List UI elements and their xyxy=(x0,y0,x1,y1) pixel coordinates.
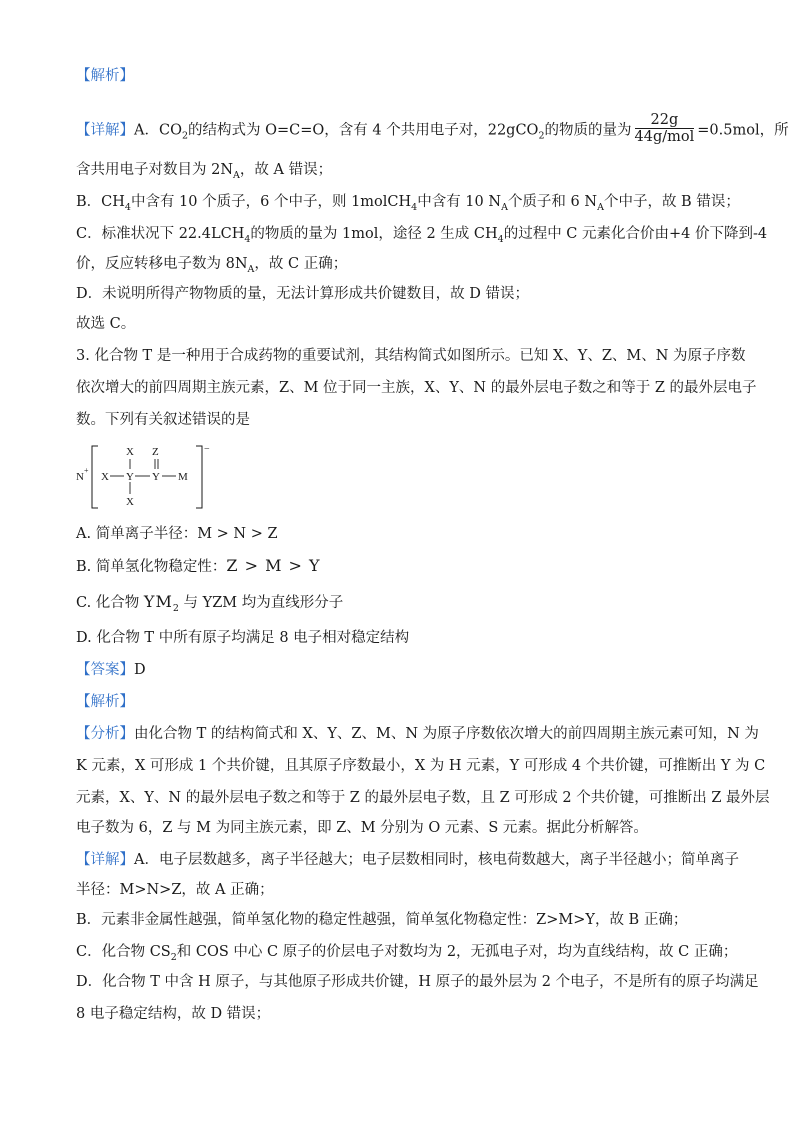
q2-option-b xyxy=(76,192,740,213)
q3-detail-a-line1 xyxy=(76,850,739,870)
text: 中含有 10 N xyxy=(417,194,502,210)
q3-option-b xyxy=(76,556,734,577)
atom-x-left: X xyxy=(101,471,109,483)
atom-x-bottom: X xyxy=(126,496,134,508)
q3-detail-c xyxy=(76,942,738,963)
text: 个质子和 6 N xyxy=(507,194,598,210)
text: 的物质的量为 xyxy=(544,122,632,139)
subscript: A xyxy=(597,201,604,213)
text: 含共用电子对数目为 2N xyxy=(76,162,234,178)
q3-detail-a-line2: 半径：M>N>Z，故 A 正确； xyxy=(76,882,274,898)
q3-detail-b: B．元素非金属性越强，简单氢化物的稳定性越强，简单氢化物稳定性：Z>M>Y，故 B 正确； xyxy=(76,912,688,928)
subscript: A xyxy=(233,169,240,181)
detail-heading: 【详解】 xyxy=(76,122,134,139)
fraction-denominator: 44g/mol xyxy=(634,129,695,145)
text: =0.5mol，所 xyxy=(697,122,789,139)
text: B. 简单氢化物稳定性： xyxy=(76,559,227,575)
subscript: 4 xyxy=(497,233,504,245)
answer-value: D xyxy=(134,662,146,678)
q3-answer xyxy=(76,660,734,680)
q2-option-c-line2 xyxy=(76,254,734,274)
cation-charge: + xyxy=(84,466,89,475)
text: 的结构式为 O=C=O，含有 4 个共用电子对，22gCO xyxy=(188,122,539,139)
text: 的物质的量为 1mol，途径 2 生成 CH xyxy=(250,226,498,242)
text: C. 化合物 xyxy=(76,595,144,611)
text: 个中子，故 B 错误； xyxy=(603,194,740,210)
q3-stem-line3: 数。下列有关叙述错误的是 xyxy=(76,412,250,428)
math-expression: YM xyxy=(143,592,173,611)
text: 的过程中 C 元素化合价由+4 价下降到-4 xyxy=(503,226,768,242)
atom-x-top: X xyxy=(126,446,134,458)
text: ，故 C 正确； xyxy=(254,256,348,272)
text: ，故 A 错误； xyxy=(239,162,333,178)
text: A．CO xyxy=(134,122,182,139)
text: 价，反应转移电子数为 8N xyxy=(76,256,248,272)
q2-option-a-line1 xyxy=(76,112,789,147)
atom-y-right: Y xyxy=(152,471,160,483)
text: 与 YZM 均为直线形分子 xyxy=(178,595,344,611)
subscript: 2 xyxy=(181,130,189,142)
math-expression: Z > M > Y xyxy=(226,556,321,575)
q3-option-d: D. 化合物 T 中所有原子均满足 8 电子相对稳定结构 xyxy=(76,630,410,646)
q3-option-c xyxy=(76,592,734,613)
subscript: 4 xyxy=(411,201,418,213)
atom-z: Z xyxy=(152,446,159,458)
text: 由化合物 T 的结构简式和 X、Y、Z、M、N 为原子序数依次增大的前四周期主族元素可知，N 为 xyxy=(134,726,759,742)
text: A．电子层数越多，离子半径越大；电子层数相同时，核电荷数越大，离子半径越小；简单离子 xyxy=(134,852,739,868)
subscript: 2 xyxy=(538,130,545,142)
text: 中含有 10 个质子，6 个中子，则 1molCH xyxy=(130,194,412,210)
q2-option-d: D．未说明所得产物物质的量，无法计算形成共价键数目，故 D 错误； xyxy=(76,286,529,302)
cation-label: N xyxy=(76,471,84,483)
atom-y-center: Y xyxy=(126,471,134,483)
detail-heading: 【详解】 xyxy=(76,852,134,868)
text: B．CH xyxy=(76,194,125,210)
subscript: A xyxy=(247,263,255,275)
q3-fenxi-line4: 电子数为 6，Z 与 M 为同主族元素，即 Z、M 分别为 O 元素、S 元素。据此分析解答。 xyxy=(76,820,648,836)
q3-detail-d-line2: 8 电子稳定结构，故 D 错误； xyxy=(76,1006,271,1022)
fraction-numerator: 22g xyxy=(635,112,695,129)
atom-m: M xyxy=(178,471,188,483)
text: C．标准状况下 22.4LCH xyxy=(76,226,245,242)
fraction-mass-over-molar-mass xyxy=(635,112,695,145)
anion-charge: − xyxy=(204,444,210,455)
q2-option-a-line2 xyxy=(76,160,734,180)
q3-stem-line1: 3. 化合物 T 是一种用于合成药物的重要试剂，其结构简式如图所示。已知 X、Y、Z、M、N 为原子序数 xyxy=(76,348,746,364)
structure-diagram xyxy=(70,438,230,518)
analysis-heading: 【解析】 xyxy=(76,68,134,84)
text: C．化合物 CS xyxy=(76,944,171,960)
q3-fenxi-line1 xyxy=(76,724,759,744)
q3-analysis-heading: 【解析】 xyxy=(76,694,134,710)
q3-fenxi-line2: K 元素，X 可形成 1 个共价键，且其原子序数最小，X 为 H 元素，Y 可形成 4 个共价键，可推断出 Y 为 C xyxy=(76,758,766,774)
q3-fenxi-line3: 元素，X、Y、N 的最外层电子数之和等于 Z 的最外层电子数，且 Z 可形成 2 个共价键，可推断出 Z 最外层 xyxy=(76,790,770,806)
subscript: 2 xyxy=(172,602,179,614)
q2-option-c-line1 xyxy=(76,224,768,245)
answer-heading: 【答案】 xyxy=(76,662,134,678)
q2-conclusion: 故选 C。 xyxy=(76,316,136,332)
subscript: A xyxy=(501,201,508,213)
q3-stem-line2: 依次增大的前四周期主族元素，Z、M 位于同一主族，X、Y、N 的最外层电子数之和等于 Z 的最外层电子 xyxy=(76,380,757,396)
subscript: 2 xyxy=(170,951,177,963)
subscript: 4 xyxy=(244,233,251,245)
q3-detail-d-line1: D．化合物 T 中含 H 原子，与其他原子形成共价键，H 原子的最外层为 2 个电子，不是所有的原子均满足 xyxy=(76,974,759,990)
q3-option-a: A. 简单离子半径：M > N > Z xyxy=(76,526,278,542)
fenxi-heading: 【分析】 xyxy=(76,726,134,742)
subscript: 4 xyxy=(124,201,131,213)
text: 和 COS 中心 C 原子的价层电子对数均为 2，无孤电子对，均为直线结构，故 C 正确； xyxy=(176,944,738,960)
